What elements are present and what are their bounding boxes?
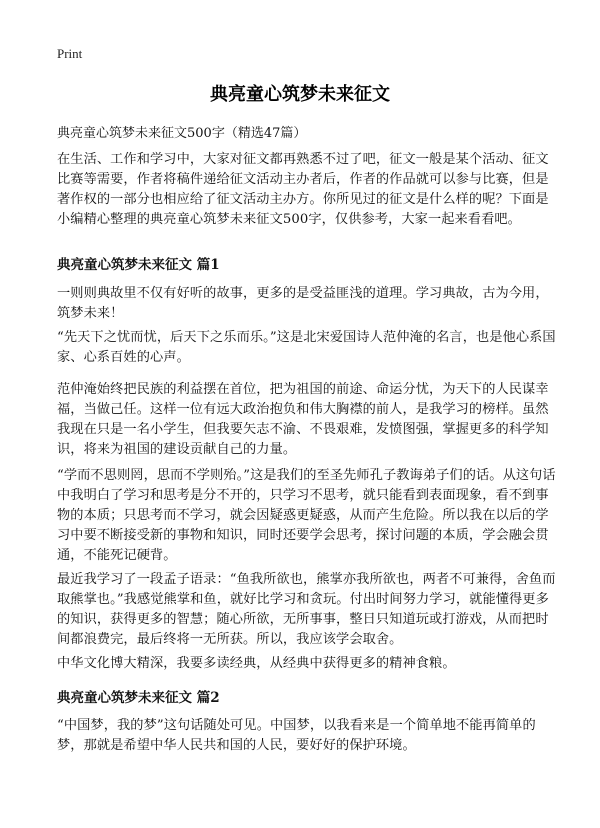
- section-1-paragraph-2: “先天下之忧而忧，后天下之乐而乐。”这是北宋爱国诗人范仲淹的名言，也是他心系国家、心系百姓的心声。: [57, 330, 556, 365]
- section-2-paragraph-1: “中国梦，我的梦”这句话随处可见。中国梦，以我看来是一个简单地不能再简单的梦，那就是希望中华人民共和国的人民，要好好的保护环境。: [57, 718, 536, 753]
- section-1-paragraph-6: 中华文化博大精深，我要多读经典，从经典中获得更多的精神食粮。: [57, 656, 456, 671]
- document-subtitle: 典亮童心筑梦未来征文500字（精选47篇）: [57, 126, 307, 141]
- section-1-paragraph-3: 范仲淹始终把民族的利益摆在首位，把为祖国的前途、命运分忧，为天下的人民谋幸福，当做己任。这样一位有远大政治抱负和伟大胸襟的前人，是我学习的榜样。虽然我现在只是一名小学生，但我要矢志不渝、不畏艰难，发愤图强，掌握更多的科学知识，将来为祖国的建设贡献自己的力量。: [57, 382, 549, 457]
- intro-paragraph: 在生活、工作和学习中，大家对征文都再熟悉不过了吧，征文一般是某个活动、征文比赛等需要，作者将稿件递给征文活动主办者后，作者的作品就可以参与比赛，但是著作权的一部分也相应给了征文活动主办方。你所见过的征文是什么样的呢？下面是小编精心整理的典亮童心筑梦未来征文500字，仅供参考，大家一起来看看吧。: [57, 152, 549, 227]
- section-1-heading: 典亮童心筑梦未来征文 篇1: [57, 257, 220, 273]
- section-1-paragraph-5: 最近我学习了一段孟子语录：“鱼我所欲也，熊掌亦我所欲也，两者不可兼得，舍鱼而取熊掌也。”我感觉熊掌和鱼，就好比学习和贪玩。付出时间努力学习，就能懂得更多的知识，获得更多的智慧；随心所欲，无所事事，整日只知道玩或打游戏，从而把时间都浪费完，最后终将一无所获。所以，我应该学会取舍。: [57, 572, 556, 647]
- document-title: 典亮童心筑梦未来征文: [210, 84, 390, 105]
- print-link[interactable]: Print: [57, 46, 83, 61]
- section-1-paragraph-4: “学而不思则罔，思而不学则殆。”这是我们的至圣先师孔子教诲弟子们的话。从这句话中我明白了学习和思考是分不开的，只学习不思考，就只能看到表面现象，看不到事物的本质；只思考而不学习，就会因疑惑更疑惑，从而产生危险。所以我在以后的学习中要不断接受新的事物和知识，同时还要学会思考，探讨问题的本质，学会融会贯通，不能死记硬背。: [57, 468, 556, 563]
- section-2-heading: 典亮童心筑梦未来征文 篇2: [57, 690, 220, 706]
- section-1-paragraph-1: 一则则典故里不仅有好听的故事，更多的是受益匪浅的道理。学习典故，古为今用，筑梦未来！: [57, 286, 549, 321]
